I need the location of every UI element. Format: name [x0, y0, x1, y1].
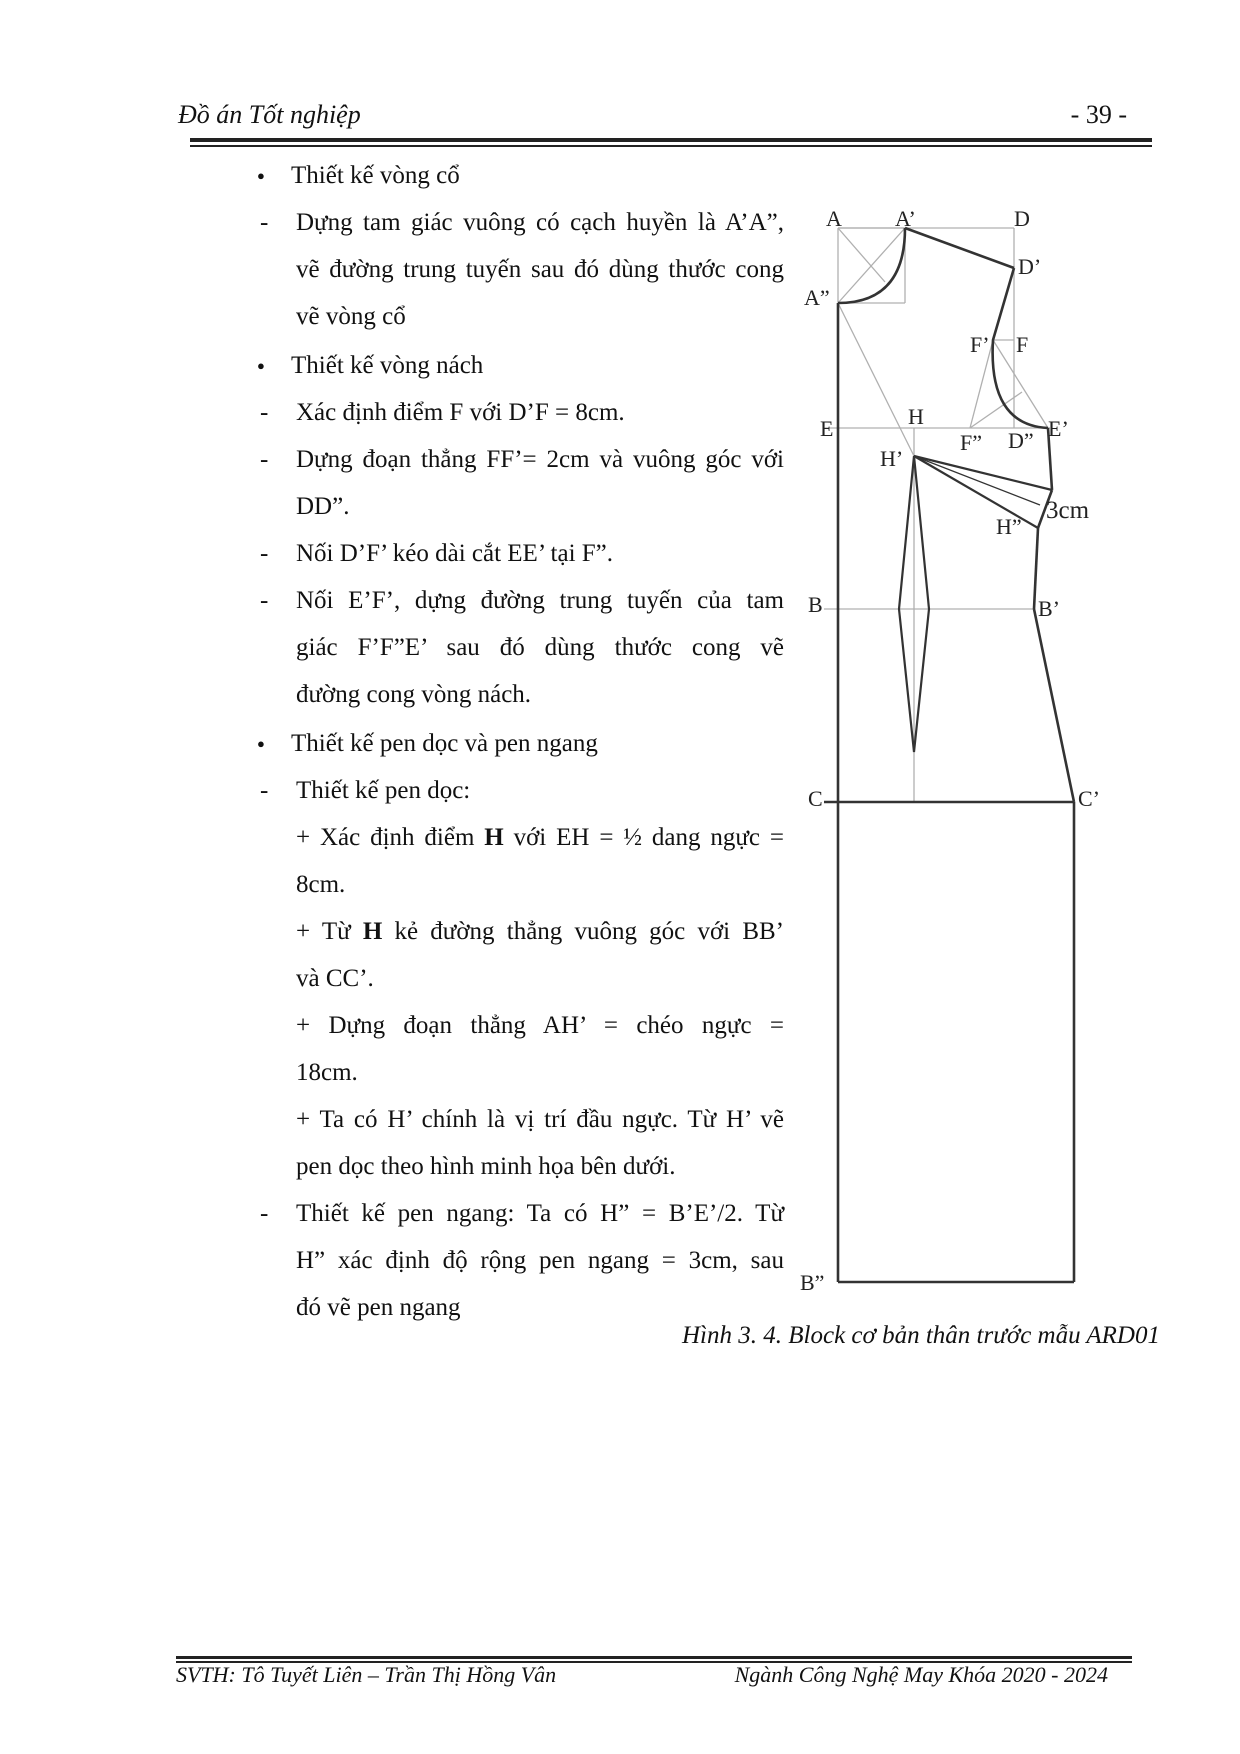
armhole-step-4-line-3: đường cong vòng nách.	[296, 681, 532, 708]
label-E: E	[820, 416, 834, 441]
vertical-dart-heading: - Thiết kế pen dọc:	[296, 775, 470, 807]
pattern-outline	[824, 228, 1074, 1282]
label-A: A	[826, 206, 842, 231]
neck-median	[838, 228, 885, 282]
point-h-bold: H	[484, 824, 504, 851]
label-A-double-prime: A”	[804, 285, 830, 310]
label-C: C	[808, 786, 823, 811]
label-D: D	[1014, 206, 1030, 231]
darts	[899, 456, 1052, 752]
label-F: F	[1016, 332, 1029, 357]
label-D-double-prime: D”	[1008, 428, 1034, 453]
label-H-double-prime: H”	[996, 514, 1022, 539]
neckline-step-1-line-1: - Dựng tam giác vuông có cạch huyền là A’A”,	[296, 207, 784, 239]
label-B-prime: B’	[1038, 596, 1060, 621]
label-B: B	[808, 592, 823, 617]
label-C-prime: C’	[1078, 786, 1100, 811]
vertical-dart-step-3-line-1: + Dựng đoạn thẳng AH’ = chéo ngực =	[296, 1012, 784, 1039]
armhole-step-4-line-2: giác F’F”E’ sau đó dùng thước cong vẽ	[296, 634, 784, 661]
label-E-prime: E’	[1048, 416, 1069, 441]
label-3cm: 3cm	[1046, 497, 1090, 524]
figure-caption: Hình 3. 4. Block cơ bản thân trước mẫu ARD01	[682, 1322, 1160, 1349]
text-span: kẻ đường thẳng vuông góc với BB’	[382, 918, 784, 945]
label-A-prime: A’	[895, 206, 916, 231]
shoulder-line	[905, 228, 1014, 268]
text-span: + Từ	[296, 918, 363, 945]
side-dart-center	[914, 456, 1040, 505]
neckline-step-1-line-3: vẽ vòng cổ	[296, 303, 406, 330]
footer-authors: SVTH: Tô Tuyết Liên – Trần Thị Hồng Vân	[176, 1662, 557, 1687]
armhole-step-1: - Xác định điểm F với D’F = 8cm.	[296, 397, 625, 429]
neckline-step-1-line-2: vẽ đường trung tuyến sau đó dùng thước cong	[296, 256, 784, 283]
label-F-double-prime: F”	[960, 430, 982, 455]
vertical-dart-step-1-line-2: 8cm.	[296, 871, 346, 898]
text-span: với EH = ½ dang ngực =	[503, 824, 784, 851]
page-number: - 39 -	[1070, 100, 1127, 129]
section-armhole-title: ● Thiết kế vòng nách	[291, 350, 483, 382]
horizontal-dart-line-3: đó vẽ pen ngang	[296, 1294, 461, 1321]
armhole-step-3: - Nối D’F’ kéo dài cắt EE’ tại F”.	[296, 538, 613, 570]
vertical-dart-step-2-line-2: và CC’.	[296, 965, 374, 992]
vertical-dart-step-4-line-2: pen dọc theo hình minh họa bên dưới.	[296, 1153, 676, 1180]
footer-rule-thick	[176, 1656, 1132, 1659]
horizontal-dart-line-1: - Thiết kế pen ngang: Ta có H” = B’E’/2. Từ	[296, 1198, 784, 1230]
label-D-prime: D’	[1018, 254, 1042, 279]
document-header-title: Đồ án Tốt nghiệp	[178, 100, 361, 129]
footer-program: Ngành Công Nghệ May Khóa 2020 - 2024	[734, 1662, 1108, 1687]
section-darts-title: ● Thiết kế pen dọc và pen ngang	[291, 728, 598, 760]
armhole-step-2-line-2: DD”.	[296, 493, 350, 520]
side-waist	[1034, 609, 1074, 802]
text-span: + Xác định điểm	[296, 824, 485, 851]
vertical-dart-step-4-line-1: + Ta có H’ chính là vị trí đầu ngực. Từ H’ vẽ	[296, 1106, 784, 1133]
side-dart-upper-leg	[914, 456, 1052, 490]
armhole-step-4-line-1: - Nối E’F’, dựng đường trung tuyến của tam	[296, 585, 784, 617]
point-h-bold: H	[362, 918, 383, 945]
section-neckline-title: ● Thiết kế vòng cổ	[291, 160, 460, 192]
label-B-double-prime: B”	[800, 1270, 825, 1295]
vertical-dart-step-3-line-2: 18cm.	[296, 1059, 358, 1086]
label-F-prime: F’	[970, 332, 990, 357]
label-H: H	[908, 404, 924, 429]
horizontal-dart-line-2: H” xác định độ rộng pen ngang = 3cm, sau	[296, 1247, 784, 1274]
armhole-step-2-line-1: - Dựng đoạn thẳng FF’= 2cm và vuông góc với	[296, 444, 784, 476]
label-H-prime: H’	[880, 446, 904, 471]
line-a2-h1	[838, 303, 914, 456]
